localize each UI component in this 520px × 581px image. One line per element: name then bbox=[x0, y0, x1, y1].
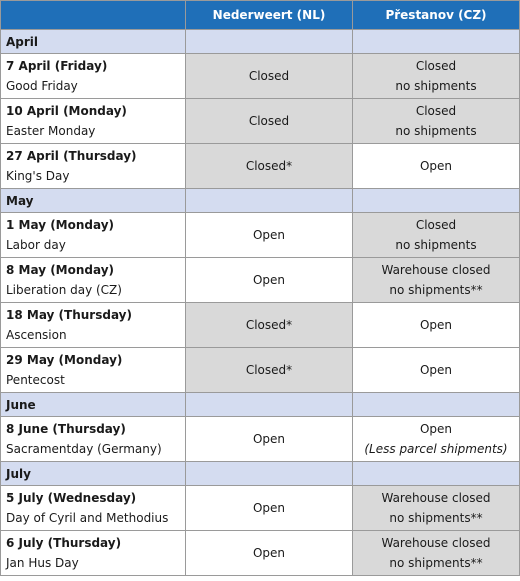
month-row bbox=[1, 30, 520, 54]
prestanov-status-cell bbox=[353, 348, 520, 393]
date-cell bbox=[1, 531, 186, 576]
status-text: Open bbox=[252, 432, 286, 446]
status-text: Closed* bbox=[245, 318, 293, 332]
table-row bbox=[1, 213, 520, 258]
nederweert-status-cell bbox=[186, 348, 353, 393]
holiday-date: 10 April (Monday) bbox=[6, 104, 127, 118]
holiday-name: Pentecost bbox=[6, 373, 65, 387]
table-body bbox=[1, 30, 520, 576]
holiday-date: 1 May (Monday) bbox=[6, 218, 115, 232]
status-text: Open bbox=[252, 501, 286, 515]
month-spacer-cell bbox=[186, 393, 353, 417]
holiday-date: 8 June (Thursday) bbox=[6, 422, 126, 436]
status-text: no shipments** bbox=[389, 283, 483, 297]
prestanov-status-cell bbox=[353, 417, 520, 462]
holiday-name: Liberation day (CZ) bbox=[6, 283, 122, 297]
month-row bbox=[1, 189, 520, 213]
status-text: Open bbox=[252, 273, 286, 287]
status-text: Open bbox=[419, 422, 453, 436]
status-text: Warehouse closed bbox=[381, 263, 491, 277]
table-row bbox=[1, 54, 520, 99]
month-spacer-cell bbox=[186, 189, 353, 213]
holiday-date: 5 July (Wednesday) bbox=[6, 491, 137, 505]
prestanov-status-cell bbox=[353, 531, 520, 576]
date-cell bbox=[1, 213, 186, 258]
month-row bbox=[1, 462, 520, 486]
date-cell bbox=[1, 417, 186, 462]
month-spacer-cell bbox=[353, 462, 520, 486]
date-cell bbox=[1, 144, 186, 189]
holiday-name: Sacramentday (Germany) bbox=[6, 442, 162, 456]
holiday-name: King's Day bbox=[6, 169, 70, 183]
status-text: Closed bbox=[248, 114, 290, 128]
status-text: no shipments** bbox=[389, 511, 483, 525]
month-label: April bbox=[1, 30, 186, 54]
table-row bbox=[1, 531, 520, 576]
holiday-date: 29 May (Monday) bbox=[6, 353, 123, 367]
holiday-name: Good Friday bbox=[6, 79, 78, 93]
month-label: June bbox=[1, 393, 186, 417]
status-text: Warehouse closed bbox=[381, 491, 491, 505]
table-row bbox=[1, 486, 520, 531]
prestanov-status-cell bbox=[353, 303, 520, 348]
holiday-date: 8 May (Monday) bbox=[6, 263, 115, 277]
status-text: Closed* bbox=[245, 363, 293, 377]
nederweert-status-cell bbox=[186, 258, 353, 303]
prestanov-status-cell bbox=[353, 144, 520, 189]
holiday-name: Easter Monday bbox=[6, 124, 96, 138]
nederweert-status-cell bbox=[186, 213, 353, 258]
status-text: no shipments** bbox=[389, 556, 483, 570]
table-row bbox=[1, 303, 520, 348]
nederweert-status-cell bbox=[186, 303, 353, 348]
table-row bbox=[1, 417, 520, 462]
status-text: Closed* bbox=[245, 159, 293, 173]
status-text: Open bbox=[419, 363, 453, 377]
status-text: Open bbox=[252, 546, 286, 560]
prestanov-status-cell bbox=[353, 54, 520, 99]
holiday-date: 6 July (Thursday) bbox=[6, 536, 122, 550]
header-row bbox=[1, 1, 520, 30]
nederweert-status-cell bbox=[186, 417, 353, 462]
month-row bbox=[1, 393, 520, 417]
status-text: Closed bbox=[415, 59, 457, 73]
holiday-name: Ascension bbox=[6, 328, 67, 342]
holiday-name: Labor day bbox=[6, 238, 66, 252]
nederweert-status-cell bbox=[186, 486, 353, 531]
header-date-column bbox=[1, 1, 186, 30]
date-cell bbox=[1, 258, 186, 303]
table-row bbox=[1, 99, 520, 144]
month-spacer-cell bbox=[353, 30, 520, 54]
status-text: Open bbox=[252, 228, 286, 242]
nederweert-status-cell bbox=[186, 144, 353, 189]
holiday-date: 18 May (Thursday) bbox=[6, 308, 132, 322]
holiday-name: Day of Cyril and Methodius bbox=[6, 511, 169, 525]
nederweert-status-cell bbox=[186, 54, 353, 99]
prestanov-status-cell bbox=[353, 258, 520, 303]
prestanov-status-cell bbox=[353, 486, 520, 531]
header-nederweert-column: Nederweert (NL) bbox=[186, 1, 353, 30]
holiday-name: Jan Hus Day bbox=[6, 556, 79, 570]
table-row bbox=[1, 144, 520, 189]
status-text: no shipments bbox=[395, 79, 477, 93]
month-label: May bbox=[1, 189, 186, 213]
status-text: no shipments bbox=[395, 238, 477, 252]
table-row bbox=[1, 348, 520, 393]
table-row bbox=[1, 258, 520, 303]
nederweert-status-cell bbox=[186, 99, 353, 144]
header-prestanov-column: Přestanov (CZ) bbox=[353, 1, 520, 30]
month-spacer-cell bbox=[353, 189, 520, 213]
holiday-date: 7 April (Friday) bbox=[6, 59, 108, 73]
month-spacer-cell bbox=[353, 393, 520, 417]
status-text: Closed bbox=[415, 218, 457, 232]
status-text: Closed bbox=[415, 104, 457, 118]
prestanov-status-cell bbox=[353, 213, 520, 258]
prestanov-status-cell bbox=[353, 99, 520, 144]
nederweert-status-cell bbox=[186, 531, 353, 576]
status-text: Open bbox=[419, 318, 453, 332]
date-cell bbox=[1, 303, 186, 348]
status-text: Open bbox=[419, 159, 453, 173]
status-text: (Less parcel shipments) bbox=[364, 442, 508, 456]
status-text: no shipments bbox=[395, 124, 477, 138]
status-text: Warehouse closed bbox=[381, 536, 491, 550]
date-cell bbox=[1, 486, 186, 531]
status-text: Closed bbox=[248, 69, 290, 83]
month-label: July bbox=[1, 462, 186, 486]
month-spacer-cell bbox=[186, 462, 353, 486]
date-cell bbox=[1, 54, 186, 99]
holiday-date: 27 April (Thursday) bbox=[6, 149, 137, 163]
date-cell bbox=[1, 348, 186, 393]
month-spacer-cell bbox=[186, 30, 353, 54]
date-cell bbox=[1, 99, 186, 144]
